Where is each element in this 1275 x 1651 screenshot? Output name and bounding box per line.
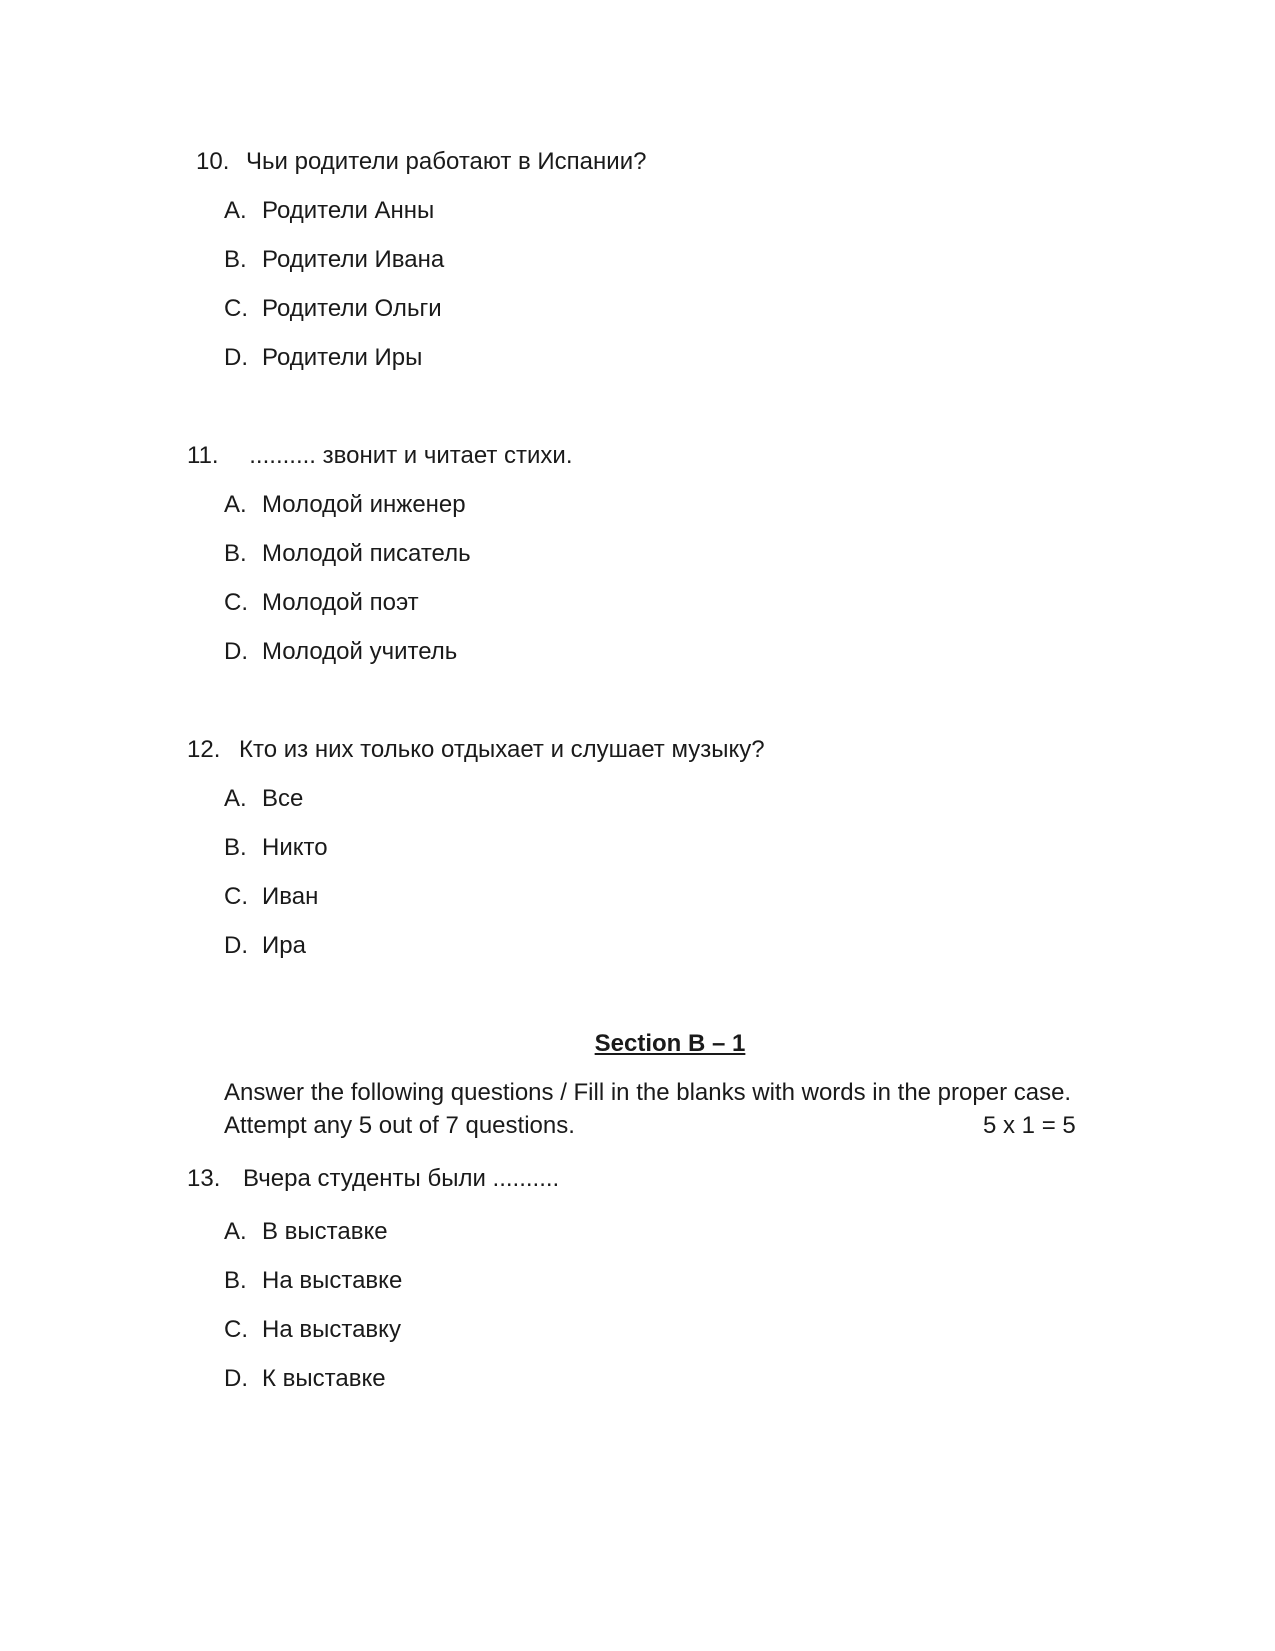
option-text: Молодой поэт [262,589,419,616]
option-letter: C. [224,1316,248,1343]
option-text: В выставке [262,1218,388,1245]
question-11 [187,442,573,470]
option-text: Молодой писатель [262,540,471,567]
option-letter: B. [224,1267,247,1294]
option-letter: C. [224,295,248,322]
question-text: Чьи родители работают в Испании? [246,148,647,175]
question-number: 13. [187,1165,221,1192]
option-13-d [224,1365,386,1393]
option-letter: C. [224,589,248,616]
question-10 [196,148,646,176]
option-letter: D. [224,344,248,371]
section-instruction-line1: Answer the following questions / Fill in the blanks with words in the proper case. [224,1079,1072,1106]
option-12-b [224,834,328,862]
option-text: Все [262,785,304,812]
option-text: Ира [262,932,306,959]
option-letter: A. [224,491,247,518]
option-10-a [224,197,434,225]
option-text: На выставку [262,1316,401,1343]
question-number: 12. [187,736,221,763]
question-text: Вчера студенты были .......... [243,1165,560,1192]
option-11-c [224,589,419,617]
option-13-c [224,1316,401,1344]
option-letter: D. [224,1365,248,1392]
option-13-a [224,1218,388,1246]
option-text: Иван [262,883,319,910]
question-text: Кто из них только отдыхает и слушает музыку? [239,736,765,763]
question-text: .......... звонит и читает стихи. [249,442,573,469]
option-10-d [224,344,422,372]
option-12-c [224,883,318,911]
question-12 [187,736,765,764]
option-text: Родители Анны [262,197,435,224]
question-number: 11. [187,442,219,469]
option-12-a [224,785,303,813]
option-letter: A. [224,1218,247,1245]
option-12-d [224,932,306,960]
section-marks: 5 x 1 = 5 [983,1112,1076,1139]
option-13-b [224,1267,402,1295]
option-text: Родители Иры [262,344,423,371]
option-letter: C. [224,883,248,910]
option-text: Молодой инженер [262,491,466,518]
option-text: Родители Ольги [262,295,442,322]
option-letter: D. [224,932,248,959]
question-13 [187,1165,559,1193]
option-text: На выставке [262,1267,403,1294]
option-11-b [224,540,471,568]
option-text: Родители Ивана [262,246,445,273]
option-text: Молодой учитель [262,638,458,665]
option-letter: B. [224,246,247,273]
question-number: 10. [196,148,230,175]
option-text: К выставке [262,1365,386,1392]
option-11-a [224,491,466,519]
option-letter: A. [224,197,247,224]
option-letter: B. [224,540,247,567]
option-10-b [224,246,444,274]
option-letter: D. [224,638,248,665]
option-letter: B. [224,834,247,861]
option-11-d [224,638,457,666]
section-instruction-line2: Attempt any 5 out of 7 questions. [224,1112,575,1139]
option-10-c [224,295,442,323]
option-text: Никто [262,834,328,861]
section-title: Section B – 1 [594,1030,746,1057]
option-letter: A. [224,785,247,812]
